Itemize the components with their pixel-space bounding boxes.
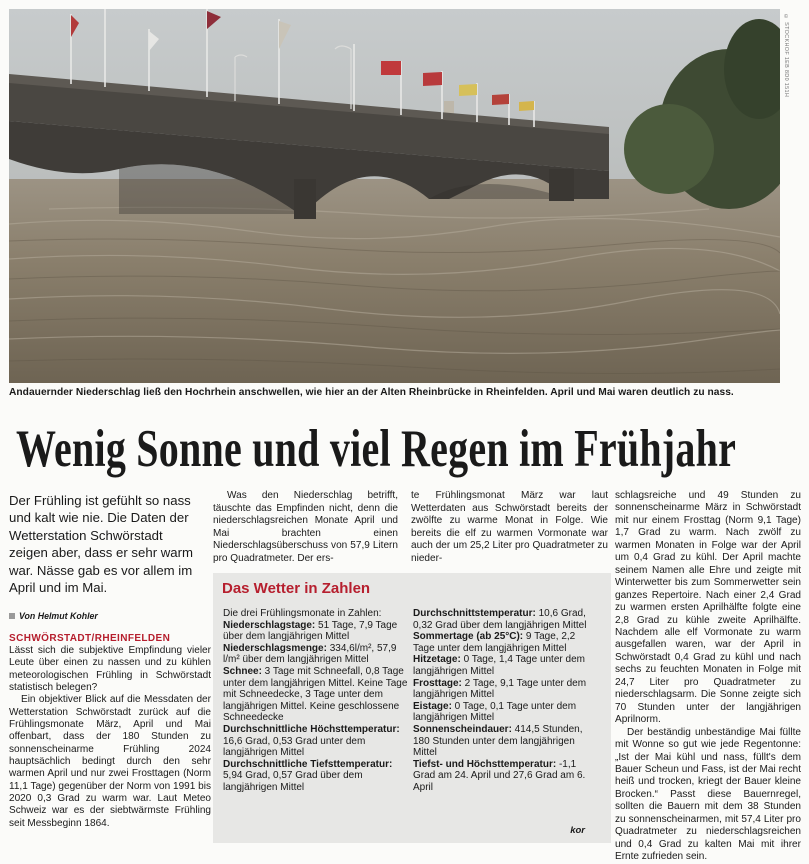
flood-photo — [9, 9, 780, 383]
box-item — [223, 666, 409, 724]
bridge-flood-illustration — [9, 9, 780, 383]
box-item-text: 10,6 Grad, 0,32 Grad über dem langjährigen Mittel — [413, 608, 587, 631]
column-2: Was den Niederschlag betrifft, täuschte das Empfinden nicht, denn die niederschlagsreichen Monate April und Mai brachten einen Niederschlagsüberschuss von 57,9 Litern pro Quadratmeter. Der ers- — [213, 490, 398, 564]
box-item-text: 414,5 Stunden, 180 Stunden unter dem langjährigen Mittel — [413, 723, 583, 759]
box-item-text: 0 Tage, 1,4 Tage unter dem langjährigen Mittel — [413, 654, 585, 677]
box-item — [413, 654, 587, 677]
box-item-label: Durchschnittliche Tiefsttemperatur: — [223, 758, 393, 770]
box-item — [223, 643, 409, 666]
box-item-text: 16,6 Grad, 0,53 Grad unter dem langjährigen Mittel — [223, 735, 366, 759]
headline: Wenig Sonne und viel Regen im Frühjahr — [16, 420, 737, 478]
box-item-text: 51 Tage, 7,9 Tage über dem langjährigen Mittel — [223, 619, 398, 643]
author-line — [9, 611, 98, 621]
author-marker-icon — [9, 613, 15, 619]
box-item — [413, 701, 587, 724]
dateline: SCHWÖRSTADT/RHEINFELDEN — [9, 633, 171, 644]
box-item-label: Sonnenscheindauer: — [413, 723, 512, 735]
box-item — [413, 631, 587, 654]
box-item — [413, 759, 587, 794]
author-name: Von Helmut Kohler — [19, 611, 98, 621]
col4-paragraph-2: Der beständig unbeständige Mai füllte mit Wonne so gut wie jede Regentonne: „Ist der Mai kühl und nass, füllt's dem Bauer Scheun und Fass, ist der Mai recht heiß und trocken, kriegt der Bauer kleine Brocken.“ Passt diese Bauernregel, sollten die Bauern mit dem 38 Stunden zu sonnenscheinarmen, mit 57,4 Liter pro Quadratmeter zu niederschlagsreichen und 0,4 Grad zu kalten Mai mit ihrer Ernte zufrieden sein. — [615, 726, 801, 863]
col1-paragraph-1: Lässt sich die subjektive Empfindung vieler Leute über einen zu nassen und zu kühlen meteorologischen Frühling in Schwörstadt statistisch belegen? — [9, 645, 211, 694]
box-item-label: Durchschnittliche Höchsttemperatur: — [223, 723, 400, 735]
box-item-text: 9 Tage, 2,2 Tage unter dem langjährigen Mittel — [413, 631, 576, 654]
box-item-text: 334,6l/m², 57,9 l/m² über dem langjährigen Mittel — [223, 642, 397, 666]
box-item-label: Tiefst- und Höchsttemperatur: — [413, 758, 557, 770]
box-item-label: Niederschlagstage: — [223, 619, 316, 631]
box-item-text: 2 Tage, 9,1 Tage unter dem langjährigen Mittel — [413, 677, 587, 701]
box-title: Das Wetter in Zahlen — [222, 580, 371, 597]
box-item-label: Frosttage: — [413, 677, 462, 689]
box-item — [413, 678, 587, 701]
box-item-label: Hitzetage: — [413, 654, 461, 666]
box-item-text: -1,1 Grad am 24. April und 27,6 Grad am 6. April — [413, 758, 586, 793]
box-item — [223, 620, 409, 643]
box-item-text: 3 Tage mit Schneefall, 0,8 Tage unter dem langjährigen Mittel. Keine Tage mit Schneedecke, 3 Tage unter dem langjährigen Mittel. Keine geschlossene Schneedecke — [223, 665, 408, 724]
box-left-column — [223, 608, 409, 794]
photo-credit: © STOCKHOF 1EB 8D0 151H — [783, 14, 789, 98]
box-item — [223, 759, 409, 794]
box-item — [223, 724, 409, 759]
column-4 — [615, 490, 801, 864]
weather-facts-box — [213, 573, 611, 843]
lead-paragraph: Der Frühling ist gefühlt so nass und kalt wie nie. Die Daten der Wetterstation Schwörstadt zeigen aber, dass er sehr warm war. Nässe gab es vor allem im April und im Mai. — [9, 493, 193, 596]
box-item — [413, 724, 587, 759]
box-item — [413, 608, 587, 631]
box-right-column — [413, 608, 587, 794]
box-item-label: Schnee: — [223, 665, 262, 677]
box-item-label: Niederschlagsmenge: — [223, 642, 327, 654]
col1-paragraph-2: Ein objektiver Blick auf die Messdaten der Wetterstation Schwörstadt zurück auf die Frühlingsmonate März, April und Mai offenbart, dass der 180 Stunden zu sonnenscheinarme Frühling 2024 hauptsächlich bedingt durch den sehr warmen April und nur zwei Frosttagen (Norm 11,1 Tage) gegenüber der Norm von 1991 bis 2020 0,3 Grad zu warm war. Laut Meteo Schweiz war es der siebtwärmste Frühling seit Messbeginn 1864. — [9, 694, 211, 829]
column-1 — [9, 645, 211, 830]
photo-caption: Andauernder Niederschlag ließ den Hochrhein anschwellen, wie hier an der Alten Rheinbrücke in Rheinfelden. April und Mai waren deutlich zu nass. — [9, 387, 734, 398]
box-intro: Die drei Frühlingsmonate in Zahlen: — [223, 608, 382, 619]
box-item-label: Durchschnittstemperatur: — [413, 608, 536, 619]
box-item-text: 5,94 Grad, 0,57 Grad über dem langjährigen Mittel — [223, 770, 363, 793]
box-item-label: Eistage: — [413, 700, 452, 712]
box-signature: kor — [570, 825, 585, 836]
col4-paragraph-1: schlagsreiche und 49 Stunden zu sonnenscheinarme März in Schwörstadt mit nur einem Frosttag (Norm 9,1 Tage) 1,7 Grad zu warm. Nach zwölf zu warmen Monaten in Folge war der April um 0,4 Grad zu kühl. Der April machte seinem Namen alle Ehre und zeigte mit Winterwetter bis zum Sommerwetter sein ganzes Repertoire. Nach einer 2,4 Grad zu warmen ersten Aprilhälfte folgte eine 2,8 Grad zu kühle zweite Aprilhälfte. Nachdem alle elf Vormonate zu warm ausgefallen waren, war der April in Schwörstadt 0,4 Grad zu kühl und nach sechs zu feuchten Monaten in Folge mit 24,7 Liter pro Quadratmeter zu niederschlagsarm. Die Sonne zeigte sich 70 Stunden unter der langjährigen Aprilnorm. — [615, 490, 801, 726]
box-item-label: Sommertage (ab 25°C): — [413, 631, 524, 643]
box-item-text: 0 Tage, 0,1 Tage unter dem langjährigen Mittel — [413, 700, 577, 724]
column-3: te Frühlingsmonat März war laut Wetterdaten aus Schwörstadt bereits der zwölfte zu warme Monat in Folge. Wie bereits die elf zu warmen Vormonate war auch der um 25,2 Liter pro Quadratmeter zu nieder- — [411, 490, 608, 564]
